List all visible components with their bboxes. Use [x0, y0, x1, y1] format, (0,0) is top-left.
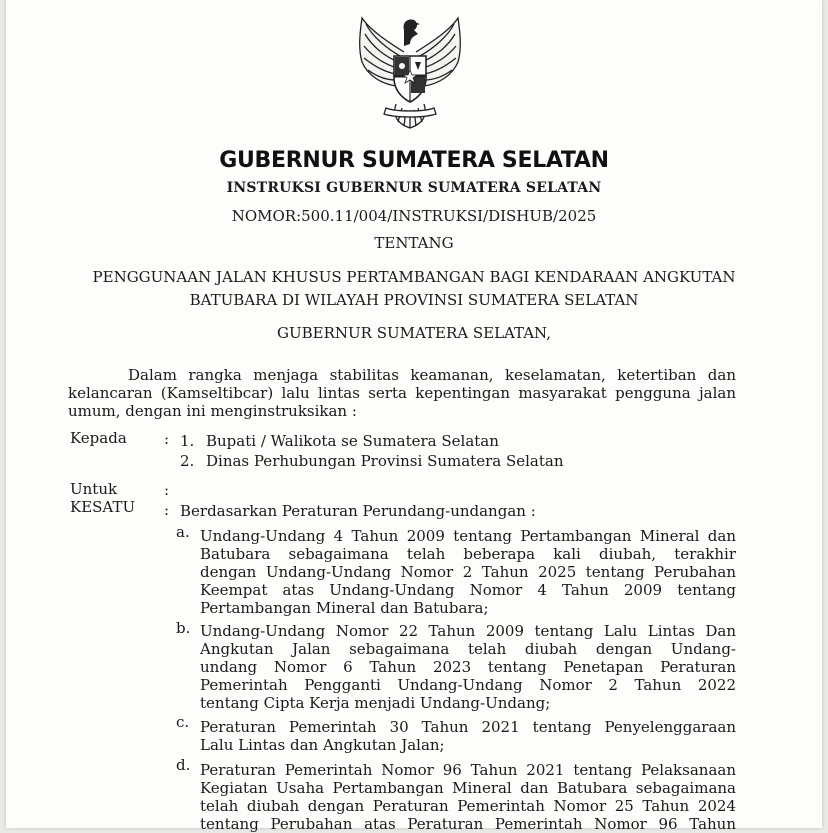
- list-item: [200, 527, 736, 617]
- list-item-line: tentang Cipta Kerja menjadi Undang-Undang;: [200, 694, 551, 712]
- preamble-paragraph: [68, 366, 736, 420]
- untuk-colon: :: [164, 481, 170, 499]
- document-number: NOMOR:500.11/004/INSTRUKSI/DISHUB/2025: [231, 207, 597, 225]
- untuk-label: Untuk: [70, 480, 118, 498]
- list-item-line: Peraturan Pemerintah Nomor 96 Tahun 2021 tentang Pelaksanaan: [200, 761, 736, 779]
- kesatu-label: KESATU: [70, 498, 136, 516]
- list-item-number: 1.: [180, 432, 195, 450]
- kesatu-colon: :: [164, 501, 170, 519]
- list-item-number: 2.: [180, 452, 195, 470]
- garuda-emblem-icon: [348, 12, 472, 132]
- list-item: [200, 622, 736, 712]
- list-item-line: Kegiatan Usaha Pertambangan Mineral dan Batubara sebagaimana: [200, 779, 736, 797]
- page-title: GUBERNUR SUMATERA SELATAN: [219, 148, 609, 173]
- document-subtitle: INSTRUKSI GUBERNUR SUMATERA SELATAN: [226, 180, 602, 196]
- subject-heading: [0, 266, 828, 312]
- list-item-line: Undang-Undang Nomor 22 Tahun 2009 tentang Lalu Lintas Dan: [200, 622, 736, 640]
- preamble-line: umum, dengan ini menginstruksikan :: [68, 402, 357, 420]
- list-item-line: telah diubah dengan Peraturan Pemerintah Nomor 25 Tahun 2024: [200, 797, 736, 815]
- list-item: [200, 761, 736, 833]
- list-item-letter: a.: [176, 523, 190, 541]
- kepada-label: Kepada: [70, 429, 127, 447]
- issuer-heading: GUBERNUR SUMATERA SELATAN,: [276, 324, 551, 342]
- list-item-line: Lalu Lintas dan Angkutan Jalan;: [200, 736, 445, 754]
- list-item-letter: c.: [176, 713, 190, 731]
- list-item-line: Peraturan Pemerintah 30 Tahun 2021 tentang Penyelenggaraan: [200, 718, 736, 736]
- list-item: [200, 718, 736, 754]
- list-item-line: Undang-Undang 4 Tahun 2009 tentang Pertambangan Mineral dan: [200, 527, 736, 545]
- list-item-line: Keempat atas Undang-Undang Nomor 4 Tahun 2009 tentang: [200, 581, 736, 599]
- preamble-line: Dalam rangka menjaga stabilitas keamanan, keselamatan, ketertiban dan: [128, 366, 736, 384]
- kesatu-intro: Berdasarkan Peraturan Perundang-undangan :: [180, 502, 536, 520]
- list-item-line: dengan Undang-Undang Nomor 2 Tahun 2025 tentang Perubahan: [200, 563, 736, 581]
- list-item-line: tentang Perubahan atas Peraturan Pemerintah Nomor 96 Tahun: [200, 815, 736, 833]
- preamble-line: kelancaran (Kamseltibcar) lalu lintas serta kepentingan masyarakat pengguna jalan: [68, 384, 736, 402]
- subject-line-1: PENGGUNAAN JALAN KHUSUS PERTAMBANGAN BAGI KENDARAAN ANGKUTAN: [92, 268, 736, 286]
- tentang-heading: TENTANG: [374, 234, 454, 252]
- list-item-line: Batubara sebagaimana telah beberapa kali diubah, terakhir: [200, 545, 736, 563]
- list-item-line: Pemerintah Pengganti Undang-Undang Nomor 2 Tahun 2022: [200, 676, 736, 694]
- list-item-letter: d.: [176, 756, 191, 774]
- kepada-colon: :: [164, 430, 170, 448]
- list-item: Dinas Perhubungan Provinsi Sumatera Selatan: [206, 452, 564, 470]
- list-item-line: Pertambangan Mineral dan Batubara;: [200, 599, 489, 617]
- list-item-line: Angkutan Jalan sebagaimana telah diubah dengan Undang-: [200, 640, 736, 658]
- list-item: Bupati / Walikota se Sumatera Selatan: [206, 432, 499, 450]
- list-item-line: undang Nomor 6 Tahun 2023 tentang Penetapan Peraturan: [200, 658, 736, 676]
- list-item-letter: b.: [176, 619, 191, 637]
- subject-line-2: BATUBARA DI WILAYAH PROVINSI SUMATERA SELATAN: [189, 291, 639, 309]
